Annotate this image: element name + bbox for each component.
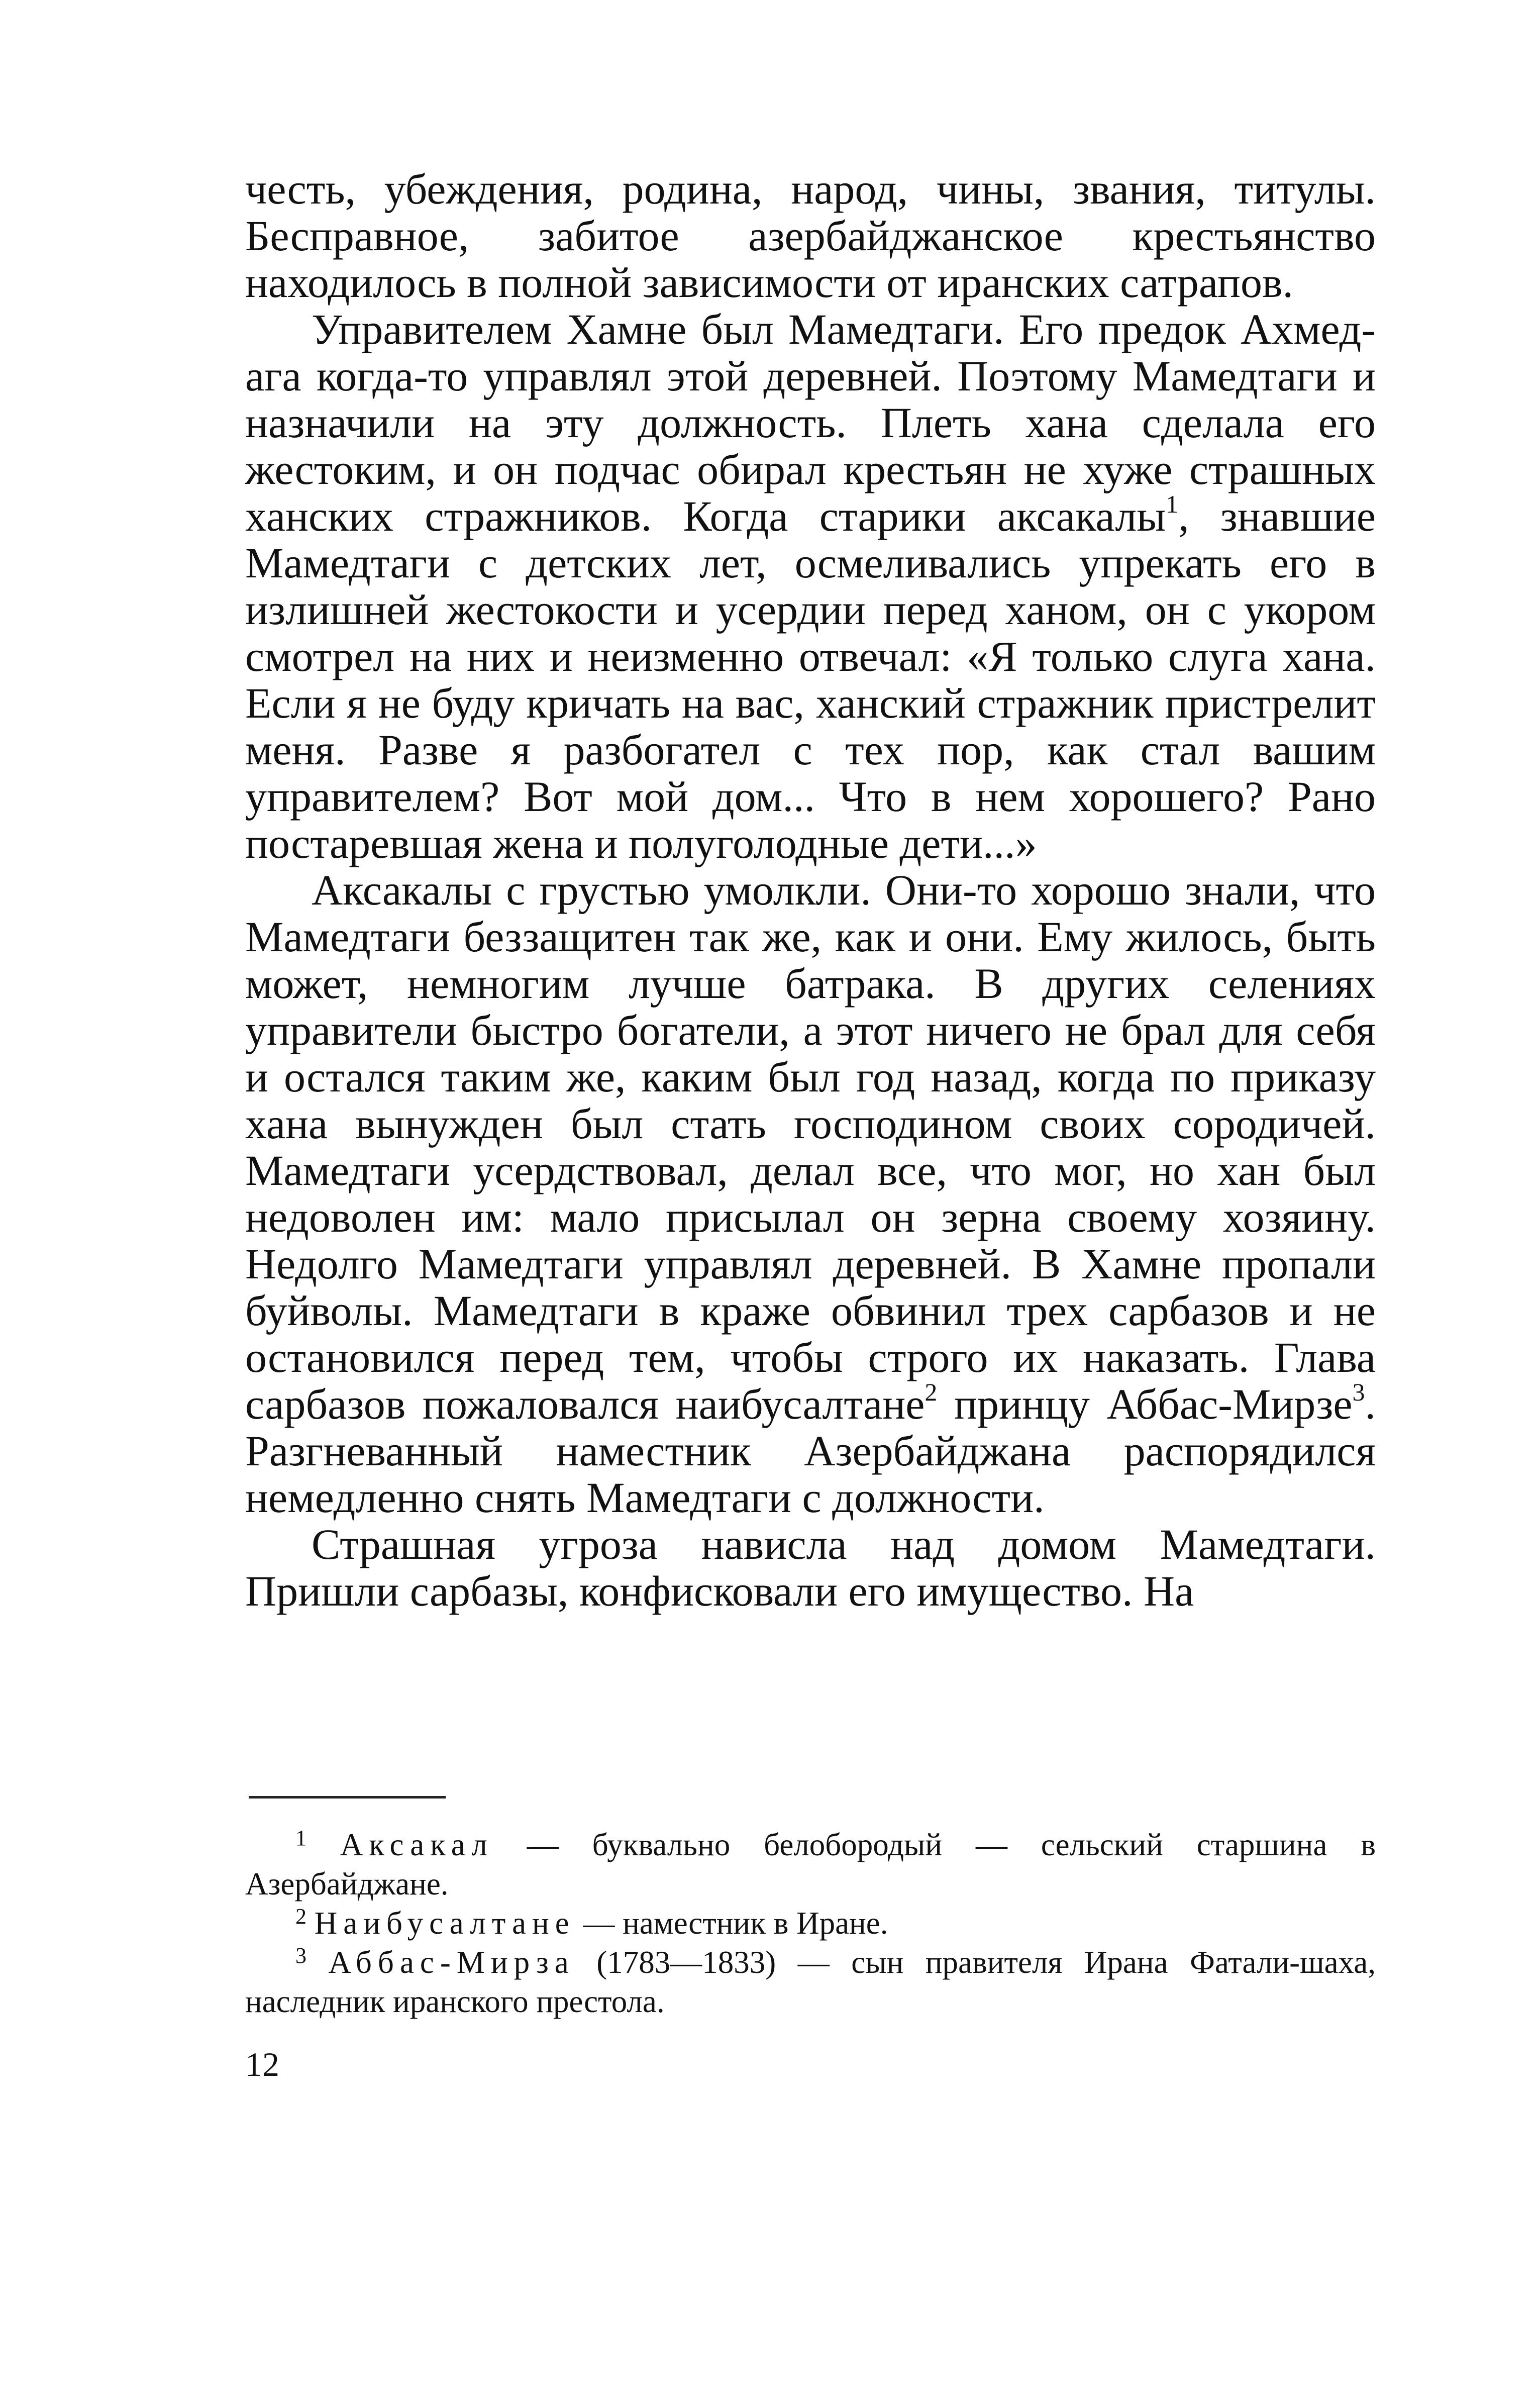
- footnote-number: 2: [295, 1904, 306, 1929]
- footnote: [245, 1943, 1376, 2021]
- footnote-number: 3: [295, 1943, 306, 1968]
- main-text: [245, 166, 1376, 1615]
- footnote-term: Аксакал: [340, 1827, 493, 1862]
- footnote-text: — буквально белобородый — сельский старшина в Азербайджане.: [245, 1827, 1376, 1902]
- footnote-reference[interactable]: 2: [925, 1378, 938, 1406]
- footnote-number: 1: [295, 1826, 306, 1850]
- footnote-text: — наместник в Иране.: [583, 1906, 888, 1941]
- paragraph-text: , знавшие Мамедтаги с детских лет, осмеливались упрекать его в излишней жестокости и усердии перед ханом, он с укором смотрел на них и неизменно отвечал: «Я только слуга хана. Если я не буду кричать на вас, ханский стражник пристрелит меня. Разве я разбогател с тех пор, как стал вашим управителем? Вот мой дом... Что в нем хорошего? Рано постаревшая жена и полуголодные дети...»: [245, 492, 1376, 867]
- footnote-term: Аббас-Мирза: [328, 1945, 575, 1980]
- paragraph-text: принцу Аббас-Мирзе: [937, 1380, 1353, 1428]
- footnote-reference[interactable]: 1: [1166, 490, 1179, 518]
- footnote-divider: [249, 1796, 446, 1798]
- footnotes: [245, 1825, 1376, 2021]
- footnote-reference[interactable]: 3: [1352, 1378, 1365, 1406]
- paragraph: [245, 867, 1376, 1521]
- paragraph-text: Страшная угроза нависла над домом Мамедтаги. Пришли сарбазы, конфисковали его имущество. На: [245, 1520, 1376, 1615]
- paragraph-text: Управителем Хамне был Мамедтаги. Его предок Ахмед-ага когда-то управлял этой деревней. Поэтому Мамедтаги и назначили на эту должность. Плеть хана сделала его жестоким, и он подчас обирал крестьян не хуже страшных ханских стражников. Когда старики аксакалы: [245, 305, 1376, 540]
- paragraph: [245, 166, 1376, 306]
- footnote: [245, 1904, 1376, 1943]
- paragraph: [245, 306, 1376, 867]
- footnote-text: (1783—1833) — сын правителя Ирана Фатали-шаха, наследник иранского престола.: [245, 1945, 1376, 2019]
- paragraph-text: честь, убеждения, родина, народ, чины, звания, титулы. Бесправное, забитое азербайджанское крестьянство находилось в полной зависимости от иранских сатрапов.: [245, 165, 1376, 307]
- paragraph-text: . Разгневанный наместник Азербайджана распорядился немедленно снять Мамедтаги с должности.: [245, 1380, 1376, 1522]
- footnote-term: Наибусалтане: [314, 1906, 575, 1941]
- page-number: 12: [245, 2045, 279, 2083]
- footnote: [245, 1825, 1376, 1904]
- paragraph-text: Аксакалы с грустью умолкли. Они-то хорошо знали, что Мамедтаги беззащитен так же, как и они. Ему жилось, быть может, немногим лучше батрака. В других селениях управители быстро богатели, а этот ничего не брал для себя и остался таким же, каким был год назад, когда по приказу хана вынужден был стать господином своих сородичей. Мамедтаги усердствовал, делал все, что мог, но хан был недоволен им: мало присылал он зерна своему хозяину. Недолго Мамедтаги управлял деревней. В Хамне пропали буйволы. Мамедтаги в краже обвинил трех сарбазов и не остановился перед тем, чтобы строго их наказать. Глава сарбазов пожаловался наибусалтане: [245, 866, 1376, 1428]
- paragraph: [245, 1521, 1376, 1615]
